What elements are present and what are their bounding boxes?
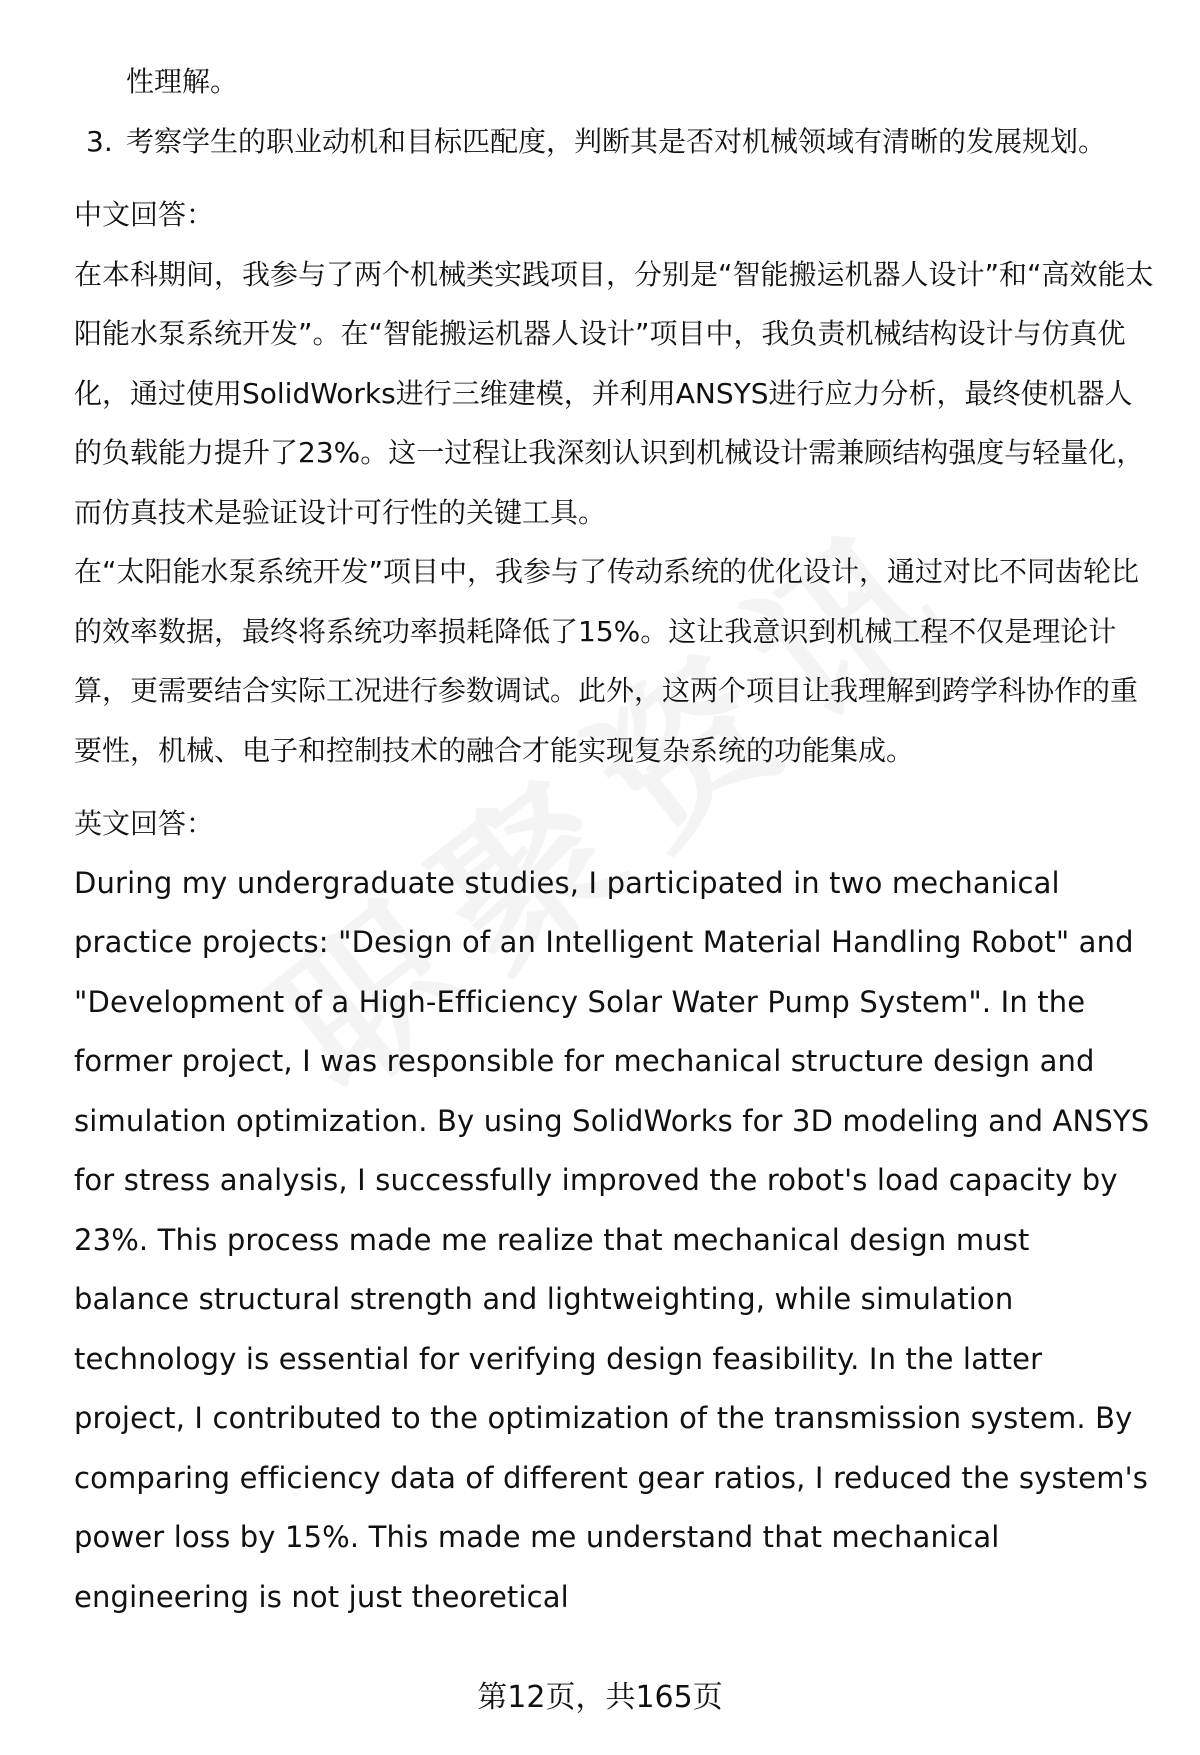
chinese-answer-paragraph-1: 在本科期间，我参与了两个机械类实践项目，分别是“智能搬运机器人设计”和“高效能太阳能水泵系统开发”。在“智能搬运机器人设计”项目中，我负责机械结构设计与仿真优化，通过使用SolidWorks进行三维建模，并利用ANSYS进行应力分析，最终使机器人的负载能力提升了23%。这一过程让我深刻认识到机械设计需兼顾结构强度与轻量化，而仿真技术是验证设计可行性的关键工具。 xyxy=(74,257,1154,529)
list-item-3 xyxy=(74,112,1154,172)
page-number-footer: 第12页，共165页 xyxy=(477,1680,723,1715)
list-item-text: 考察学生的职业动机和目标匹配度，判断其是否对机械领域有清晰的发展规划。 xyxy=(126,124,1107,158)
english-answer-heading: 英文回答： xyxy=(74,807,215,840)
list-item-2-continuation: 性理解。 xyxy=(126,65,239,98)
english-answer-paragraph: During my undergraduate studies, I participated in two mechanical practice projects: "Design of an Intelligent Material Handling Robot" and "Development of a High-Efficiency Solar Water Pump System". In the former project, I was responsible for mechanical structure design and simulation optimization. By using SolidWorks for 3D modeling and ANSYS for stress analysis, I successfully improved the robot's load capacity by 23%. This process made me realize that mechanical design must balance structural strength and lightweighting, while simulation technology is essential for verifying design feasibility. In the latter project, I contributed to the optimization of the transmission system. By comparing efficiency data of different gear ratios, I reduced the system's power loss by 15%. This made me understand that mechanical engineering is not just theoretical xyxy=(74,865,1150,1614)
list-item-number: 3. xyxy=(86,124,113,158)
chinese-answer-paragraph-2: 在“太阳能水泵系统开发”项目中，我参与了传动系统的优化设计，通过对比不同齿轮比的效率数据，最终将系统功率损耗降低了15%。这让我意识到机械工程不仅是理论计算，更需要结合实际工况进行参数调试。此外，这两个项目让我理解到跨学科协作的重要性，机械、电子和控制技术的融合才能实现复杂系统的功能集成。 xyxy=(74,555,1140,767)
chinese-answer-heading: 中文回答： xyxy=(74,198,215,231)
page-content xyxy=(74,52,1154,1627)
